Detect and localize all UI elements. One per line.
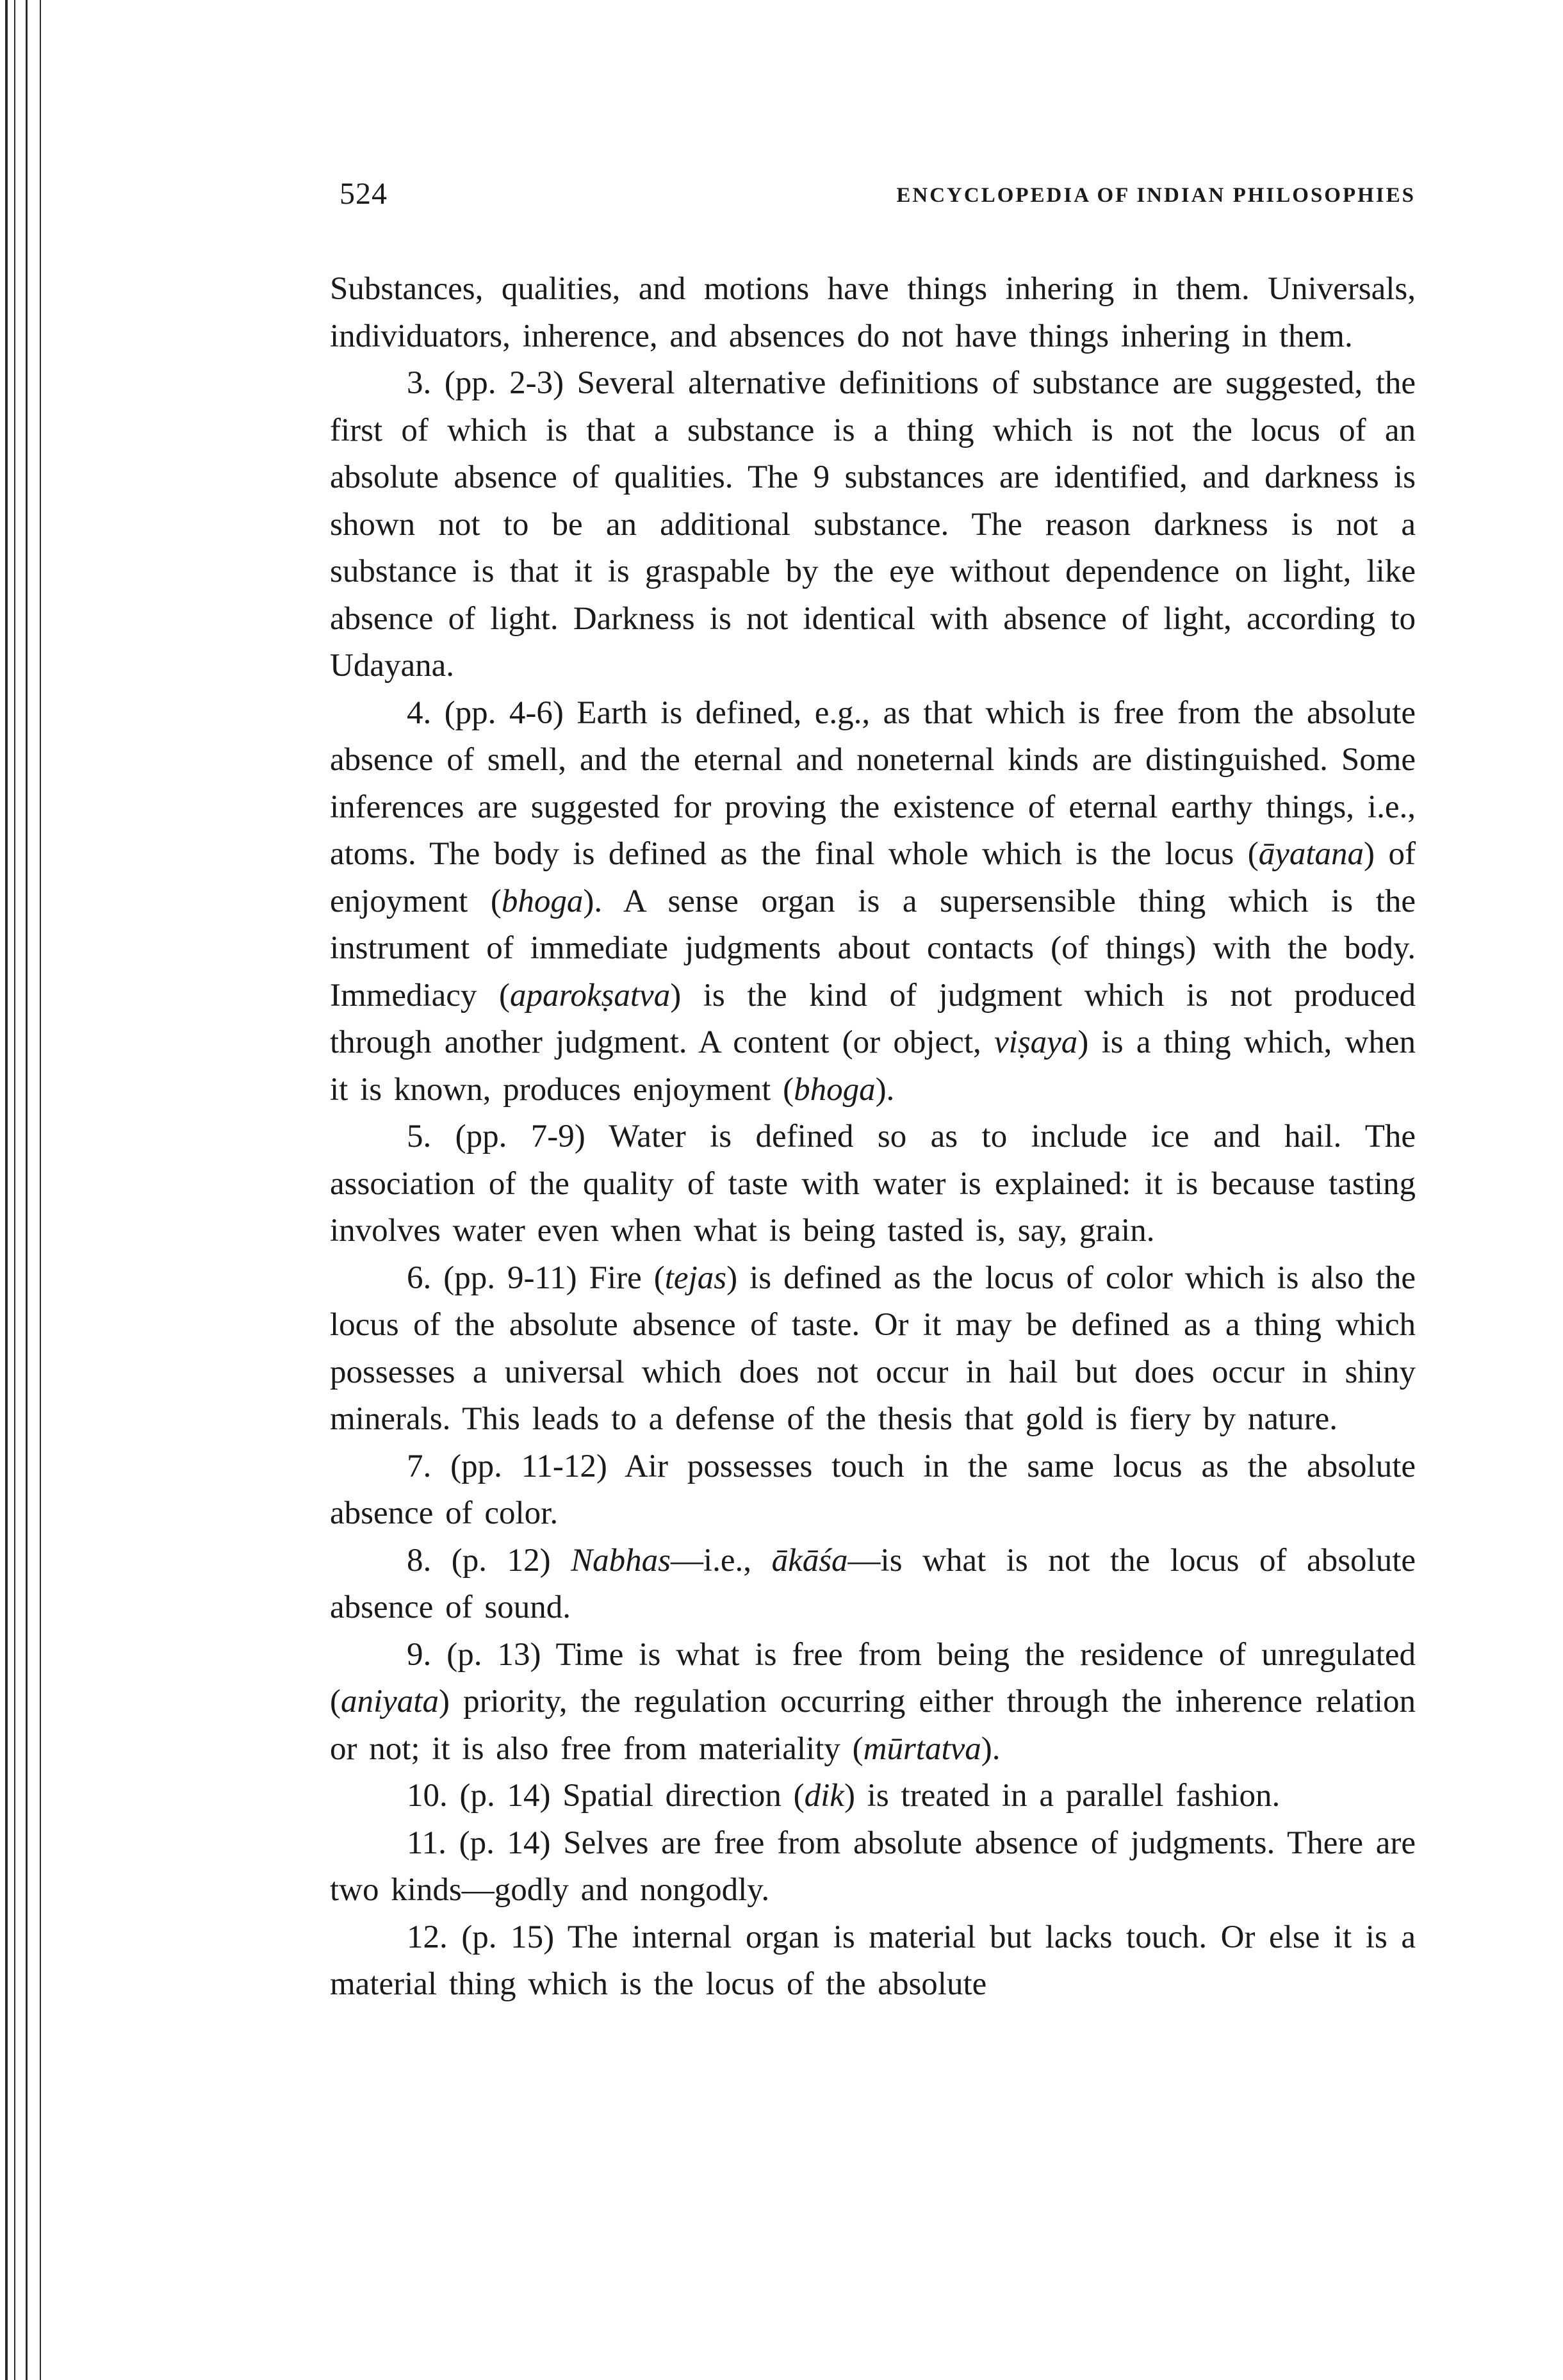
item-number: 3. (407, 365, 432, 401)
binding-edge (0, 0, 51, 2380)
italic-term: bhoga (501, 883, 584, 919)
item-number: 11. (407, 1825, 446, 1861)
italic-term: ākāśa (771, 1542, 848, 1579)
summary-item (330, 1632, 1416, 1773)
body-text (330, 266, 1416, 2008)
text-run: Water is defined so as to include ice and hail. The association of the quality of taste with water is explained: it is because tasting involves water even when what is being tasted is, say, grain. (330, 1119, 1416, 1249)
binding-rule (5, 0, 8, 2380)
book-page (330, 176, 1416, 2008)
italic-term: viṣaya (994, 1024, 1078, 1060)
italic-term: dik (804, 1778, 844, 1814)
item-number: 7. (407, 1448, 432, 1484)
item-number: 9. (407, 1636, 432, 1673)
text-run: ) of enjoyment ( (330, 836, 1416, 919)
text-run: ) is defined as the locus of color which is also the locus of the absolute absence of taste. Or it may be defined as a thing which possesses a universal which does not occur in hail but does occur in shiny minerals. This leads to a defense of the thesis that gold is fiery by nature. (330, 1260, 1416, 1437)
text-run: Time is what is free from being the residence of unregulated ( (330, 1636, 1416, 1719)
binding-rule (40, 0, 41, 2380)
italic-term: tejas (664, 1260, 727, 1296)
page-reference: (p. 13) (446, 1636, 541, 1673)
page-reference: (pp. 7-9) (455, 1119, 585, 1154)
text-run: ) is treated in a parallel fashion. (844, 1778, 1281, 1814)
italic-term: āyatana (1258, 836, 1364, 872)
summary-item (330, 1443, 1416, 1538)
page-reference: (p. 15) (461, 1919, 555, 1955)
text-run: —is what is not the locus of absolute absence of sound. (330, 1542, 1416, 1625)
running-head (330, 176, 1416, 221)
page-reference: (pp. 2-3) (444, 365, 564, 401)
summary-item (330, 1820, 1416, 1914)
text-run: —i.e., (670, 1542, 772, 1579)
text-run: ) priority, the regulation occurring either through the inherence relation or not; it is also free from materiality ( (330, 1684, 1416, 1767)
text-run: The internal organ is material but lacks touch. Or else it is a material thing which is the locus of the absolute (330, 1919, 1416, 2002)
item-number: 4. (407, 694, 432, 731)
text-run: ) is the kind of judgment which is not produced through another judgment. A content (or object, (330, 977, 1416, 1060)
italic-term: bhoga (794, 1071, 876, 1108)
item-number: 8. (407, 1542, 432, 1579)
text-run: Several alternative definitions of substance are suggested, the first of which is that a substance is a thing which is not the locus of an absolute absence of qualities. The 9 substances are identified, and darkness is shown not to be an additional substance. The reason darkness is not a substance is that it is graspable by the eye without dependence on light, like absence of light. Darkness is not identical with absence of light, according to Udayana. (330, 365, 1416, 684)
summary-item (330, 360, 1416, 690)
text-run: ). (981, 1730, 1001, 1767)
italic-term: Nabhas (571, 1542, 671, 1579)
summary-item (330, 1914, 1416, 2008)
text-run: Air possesses touch in the same locus as the absolute absence of color. (330, 1448, 1416, 1531)
item-number: 10. (407, 1778, 448, 1814)
text-run: ). A sense organ is a supersensible thing which is the instrument of immediate judgments about contacts (of things) with the body. Immediacy ( (330, 883, 1416, 1014)
summary-item (330, 1113, 1416, 1255)
text-run: ) is a thing which, when it is known, produces enjoyment ( (330, 1024, 1416, 1108)
binding-rule (26, 0, 28, 2380)
text-run: Spatial direction ( (562, 1778, 805, 1814)
page-reference: (pp. 9-11) (443, 1260, 577, 1296)
running-title: ENCYCLOPEDIA OF INDIAN PHILOSOPHIES (896, 184, 1416, 207)
page-reference: (p. 14) (459, 1778, 551, 1814)
text-run: Fire ( (589, 1260, 665, 1296)
page-reference: (p. 12) (451, 1542, 551, 1579)
text-run: Selves are free from absolute absence of judgments. There are two kinds—godly and nongodly. (330, 1825, 1416, 1908)
item-number: 12. (407, 1919, 448, 1955)
item-list (330, 360, 1416, 2008)
page-reference: (p. 14) (459, 1825, 551, 1861)
page-number: 524 (340, 177, 388, 211)
italic-term: mūrtatva (863, 1730, 981, 1767)
summary-item (330, 1255, 1416, 1443)
summary-item (330, 1773, 1416, 1820)
text-run: ). (875, 1071, 895, 1108)
item-number: 6. (407, 1260, 432, 1296)
page-reference: (pp. 11-12) (450, 1448, 607, 1484)
italic-term: aparokṣatva (509, 977, 671, 1014)
text-run: Earth is defined, e.g., as that which is free from the absolute absence of smell, and the eternal and noneternal kinds are distinguished. Some inferences are suggested for proving the existence of eternal earthy things, i.e., atoms. The body is defined as the final whole which is the locus ( (330, 694, 1416, 872)
page-reference: (pp. 4-6) (444, 694, 564, 731)
item-number: 5. (407, 1119, 432, 1154)
summary-item (330, 690, 1416, 1114)
summary-item (330, 1538, 1416, 1632)
intro-paragraph: Substances, qualities, and motions have things inhering in them. Universals, individuators, inherence, and absences do not have things inhering in them. (330, 271, 1416, 354)
italic-term: aniyata (340, 1684, 439, 1719)
binding-rule (14, 0, 15, 2380)
